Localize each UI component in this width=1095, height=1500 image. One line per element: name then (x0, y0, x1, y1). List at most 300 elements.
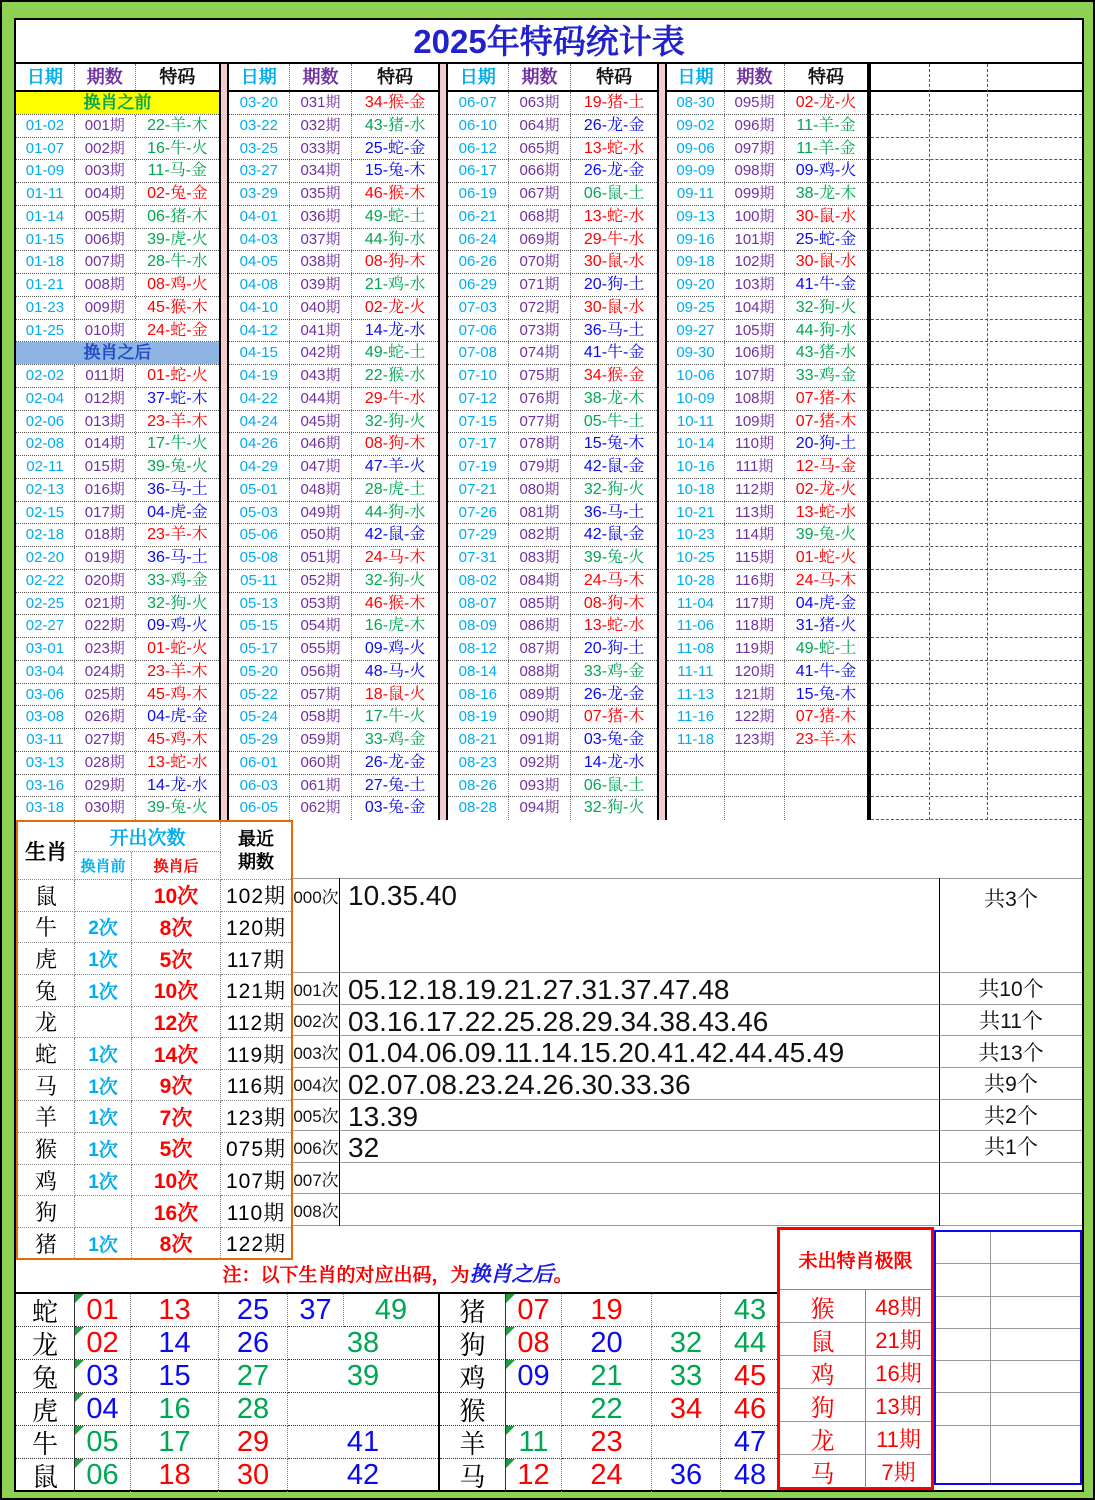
period-cell: 113期 (725, 502, 785, 524)
period-cell: 118期 (725, 615, 785, 637)
main-table-header (448, 64, 657, 92)
date-cell: 05-06 (229, 524, 290, 546)
date-cell: 10-09 (667, 388, 725, 410)
date-cell: 09-18 (667, 251, 725, 273)
empty-grid-row (871, 752, 1082, 775)
period-cell: 098期 (725, 160, 785, 182)
empty-grid-row (871, 365, 1082, 388)
freq-label: 001次 (293, 973, 339, 1005)
code-cell: 07-猪-木 (795, 389, 857, 407)
code-cell: 21-鸡-水 (364, 276, 426, 293)
date-cell: 04-01 (229, 206, 290, 228)
period-cell: 026期 (75, 706, 136, 728)
table-row (16, 570, 219, 593)
code-cell: 09-鸡-火 (147, 617, 208, 635)
date-cell: 09-13 (667, 206, 725, 228)
table-row (448, 706, 657, 729)
code-cell: 42-鼠-金 (583, 526, 645, 544)
date-cell: 06-10 (448, 115, 509, 137)
date-cell: 03-04 (16, 661, 75, 683)
date-cell: 02-02 (16, 365, 75, 387)
date-cell: 07-08 (448, 342, 509, 364)
table-row (667, 229, 867, 252)
period-cell: 024期 (75, 661, 136, 683)
date-cell: 06-07 (448, 92, 509, 114)
table-row (448, 251, 657, 274)
stats-after-count: 12次 (132, 1007, 221, 1039)
empty-grid-row (871, 684, 1082, 707)
date-cell: 03-29 (229, 183, 290, 205)
period-cell (725, 775, 785, 797)
period-header: 期数 (290, 64, 353, 90)
phase-label: 换肖之前 (16, 92, 219, 114)
date-cell: 11-13 (667, 684, 725, 706)
code-cell: 48-马-火 (364, 662, 426, 680)
period-cell: 008期 (75, 274, 136, 296)
table-row (448, 570, 657, 593)
period-cell: 090期 (509, 706, 572, 728)
code-header: 特码 (377, 67, 414, 87)
period-cell: 057期 (290, 684, 353, 706)
date-cell: 07-26 (448, 502, 509, 524)
table-row (667, 752, 867, 775)
code-cell: 02-龙-火 (795, 480, 857, 498)
empty-grid-row (871, 456, 1082, 479)
blue-box-row (936, 1329, 1080, 1361)
table-row (448, 638, 657, 661)
date-cell: 02-04 (16, 388, 75, 410)
main-table (16, 64, 1082, 820)
table-row (16, 593, 219, 616)
date-cell: 07-03 (448, 297, 509, 319)
empty-grid-row (871, 706, 1082, 729)
code-cell: 24-马-木 (583, 571, 645, 589)
code-cell (785, 775, 867, 797)
code-cell: 19-猪-土 (583, 94, 645, 111)
stats-recent-period: 120期 (221, 912, 291, 944)
date-cell: 06-03 (229, 775, 290, 797)
period-cell: 081期 (509, 502, 572, 524)
code-cell: 07-猪-木 (795, 412, 857, 430)
code-cell: 03-兔-金 (364, 799, 426, 817)
map-number: 34 (652, 1393, 721, 1426)
map-number: 08 (506, 1327, 562, 1360)
period-cell: 042期 (290, 342, 353, 364)
table-row (16, 502, 219, 525)
table-row (448, 388, 657, 411)
date-cell: 03-27 (229, 160, 290, 182)
code-cell: 11-羊-金 (796, 139, 856, 157)
stats-zodiac: 兔 (18, 975, 75, 1007)
period-cell: 086期 (509, 615, 572, 637)
period-cell: 015期 (75, 456, 136, 478)
table-row (448, 115, 657, 138)
map-zodiac: 蛇 (16, 1294, 75, 1327)
period-cell: 114期 (725, 524, 785, 546)
map-number: 04 (75, 1393, 131, 1426)
map-zodiac: 兔 (16, 1360, 75, 1393)
code-cell: 36-马-土 (583, 321, 645, 339)
period-cell: 062期 (290, 797, 353, 820)
period-cell: 095期 (725, 92, 785, 114)
map-number: 49 (344, 1294, 438, 1327)
stats-after-count: 10次 (132, 880, 221, 912)
code-cell: 15-兔-木 (795, 685, 857, 703)
date-cell: 04-10 (229, 297, 290, 319)
date-cell: 08-30 (667, 92, 725, 114)
period-cell: 056期 (290, 661, 353, 683)
table-row (667, 479, 867, 502)
period-cell: 052期 (290, 570, 353, 592)
freq-label: 003次 (293, 1036, 339, 1068)
map-number: 23 (562, 1426, 652, 1459)
code-cell: 13-蛇-水 (583, 617, 645, 635)
period-cell: 027期 (75, 729, 136, 751)
code-cell: 18-鼠-火 (364, 685, 426, 703)
empty-grid-row (871, 775, 1082, 798)
pink-separator (659, 64, 666, 820)
code-cell: 11-马-金 (147, 162, 207, 180)
date-cell: 10-23 (667, 524, 725, 546)
code-cell: 23-羊-木 (147, 662, 208, 680)
date-cell: 05-17 (229, 638, 290, 660)
date-header: 日期 (229, 64, 290, 90)
period-cell: 036期 (290, 206, 353, 228)
date-cell: 11-04 (667, 593, 725, 615)
frequency-numbers (339, 878, 939, 1226)
code-cell: 07-猪-木 (583, 708, 645, 726)
period-cell: 106期 (725, 342, 785, 364)
date-cell: 06-12 (448, 138, 509, 160)
table-row (229, 320, 438, 343)
stats-after-count: 5次 (132, 1133, 221, 1165)
period-cell: 091期 (509, 729, 572, 751)
code-cell: 17-牛-火 (364, 708, 426, 726)
blue-box (934, 1230, 1082, 1485)
stats-table (16, 820, 293, 1260)
period-cell: 046期 (290, 433, 353, 455)
limits-zodiac: 猴 (780, 1290, 866, 1322)
frequency-labels (293, 878, 339, 1226)
empty-grid-divider (929, 64, 930, 820)
code-cell: 13-蛇-水 (583, 207, 645, 225)
map-zodiac: 羊 (440, 1426, 506, 1459)
period-cell: 025期 (75, 684, 136, 706)
date-cell: 09-30 (667, 342, 725, 364)
code-cell: 22-猴-水 (364, 367, 426, 384)
limits-period: 21期 (875, 1327, 922, 1353)
date-cell: 07-21 (448, 479, 509, 501)
stats-zodiac: 鸡 (18, 1165, 75, 1197)
period-cell: 013期 (75, 411, 136, 433)
code-cell: 49-蛇-土 (795, 640, 857, 657)
code-cell: 30-鼠-水 (583, 298, 645, 316)
limits-zodiac: 狗 (780, 1389, 866, 1421)
period-cell: 122期 (725, 706, 785, 728)
empty-grid-row (871, 229, 1082, 252)
stats-before-count (75, 1007, 132, 1039)
stats-zodiac: 羊 (18, 1101, 75, 1133)
date-cell: 07-10 (448, 365, 509, 387)
table-row (229, 570, 438, 593)
period-cell: 047期 (290, 456, 353, 478)
stats-after-count: 16次 (132, 1196, 221, 1228)
code-header: 特码 (596, 67, 633, 87)
code-cell: 23-羊-木 (795, 731, 857, 748)
date-cell: 01-02 (16, 115, 75, 137)
date-cell: 03-20 (229, 92, 290, 114)
date-cell: 10-11 (667, 411, 725, 433)
date-header: 日期 (448, 64, 509, 90)
date-cell: 09-27 (667, 320, 725, 342)
table-row (667, 251, 867, 274)
date-cell: 09-20 (667, 274, 725, 296)
map-number: 15 (131, 1360, 219, 1393)
period-cell: 096期 (725, 115, 785, 137)
stats-after-count: 9次 (132, 1070, 221, 1102)
period-cell: 004期 (75, 183, 136, 205)
table-row (667, 456, 867, 479)
table-row (448, 365, 657, 388)
period-cell: 121期 (725, 684, 785, 706)
blue-box-row (936, 1232, 1080, 1264)
table-row (229, 342, 438, 365)
code-cell: 02-龙-火 (364, 298, 426, 316)
code-cell: 09-鸡-火 (364, 640, 426, 657)
date-cell: 05-22 (229, 684, 290, 706)
stats-after-count: 10次 (132, 975, 221, 1007)
code-cell: 39-兔-火 (147, 458, 208, 475)
date-cell: 08-14 (448, 661, 509, 683)
freq-count: 共1个 (940, 1131, 1082, 1163)
code-cell: 32-狗-火 (583, 799, 645, 817)
table-row (16, 183, 219, 206)
empty-grid-row (871, 570, 1082, 593)
date-cell: 10-18 (667, 479, 725, 501)
table-row (16, 365, 219, 388)
recent-line1: 最近 (238, 829, 274, 849)
table-row (667, 342, 867, 365)
date-cell: 03-11 (16, 729, 75, 751)
main-table-header (667, 64, 867, 92)
map-number: 28 (219, 1393, 288, 1426)
code-cell: 38-龙-木 (795, 185, 857, 202)
period-cell: 074期 (509, 342, 572, 364)
code-cell: 28-牛-水 (147, 253, 208, 271)
period-header: 期数 (725, 64, 785, 90)
map-number: 07 (506, 1294, 562, 1327)
code-cell: 30-鼠-水 (583, 253, 645, 271)
map-zodiac: 马 (440, 1459, 506, 1492)
code-cell: 01-蛇-火 (147, 367, 208, 384)
table-row (448, 661, 657, 684)
code-cell: 24-马-木 (364, 549, 426, 566)
table-row (448, 411, 657, 434)
period-cell: 100期 (725, 206, 785, 228)
date-cell: 07-06 (448, 320, 509, 342)
code-cell: 30-鼠-水 (795, 207, 857, 225)
stats-recent-period: 107期 (221, 1165, 291, 1197)
date-header: 日期 (16, 64, 75, 90)
code-cell: 46-猴-木 (364, 185, 426, 202)
table-row (448, 593, 657, 616)
date-cell: 09-25 (667, 297, 725, 319)
date-cell: 03-13 (16, 752, 75, 774)
map-zodiac: 虎 (16, 1393, 75, 1426)
date-cell: 11-11 (667, 661, 725, 683)
code-cell: 02-龙-火 (795, 94, 857, 111)
empty-grid-row (871, 502, 1082, 525)
map-number: 24 (562, 1459, 652, 1492)
table-row (229, 388, 438, 411)
date-cell (667, 775, 725, 797)
period-cell: 076期 (509, 388, 572, 410)
map-number: 45 (721, 1360, 779, 1393)
period-header: 期数 (509, 64, 572, 90)
table-row (229, 160, 438, 183)
stats-before-count: 1次 (75, 1101, 132, 1133)
period-cell: 022期 (75, 615, 136, 637)
empty-grid-row (871, 411, 1082, 434)
map-number: 14 (131, 1327, 219, 1360)
code-cell: 43-猪-水 (795, 344, 857, 362)
stats-zodiac: 虎 (18, 943, 75, 975)
code-cell: 15-兔-木 (583, 435, 645, 453)
map-number: 38 (288, 1327, 438, 1360)
phase-label: 换肖之后 (16, 342, 219, 364)
date-cell: 06-19 (448, 183, 509, 205)
date-cell: 01-25 (16, 320, 75, 342)
table-row (229, 502, 438, 525)
date-cell: 01-18 (16, 251, 75, 273)
code-cell: 47-羊-火 (364, 458, 426, 475)
date-cell: 10-25 (667, 547, 725, 569)
period-cell: 049期 (290, 502, 353, 524)
empty-grid-row (871, 797, 1082, 820)
recent-line2: 期数 (238, 851, 274, 872)
code-cell: 16-虎-木 (364, 617, 426, 635)
map-number: 01 (75, 1294, 131, 1327)
freq-label: 002次 (293, 1005, 339, 1037)
table-row (229, 229, 438, 252)
empty-grid-row (871, 115, 1082, 138)
code-cell: 15-兔-木 (364, 162, 426, 180)
table-row (16, 388, 219, 411)
code-cell: 03-兔-金 (583, 731, 645, 748)
map-number: 06 (75, 1459, 131, 1492)
empty-grid-row (871, 274, 1082, 297)
map-number: 25 (219, 1294, 288, 1327)
map-number: 26 (219, 1327, 288, 1360)
date-cell: 02-20 (16, 547, 75, 569)
code-cell: 32-狗-火 (795, 298, 857, 316)
code-cell: 22-羊-木 (147, 116, 208, 134)
stats-before-count (75, 1196, 132, 1228)
map-number: 13 (131, 1294, 219, 1327)
table-row (229, 433, 438, 456)
table-row (448, 160, 657, 183)
blue-box-row (936, 1393, 1080, 1425)
table-row (667, 297, 867, 320)
date-cell: 05-20 (229, 661, 290, 683)
period-cell: 105期 (725, 320, 785, 342)
stats-recent-period: 122期 (221, 1228, 291, 1260)
table-row (229, 274, 438, 297)
code-cell: 44-狗-水 (795, 321, 857, 339)
stats-after-count: 8次 (132, 1228, 221, 1260)
period-cell: 058期 (290, 706, 353, 728)
period-cell: 093期 (509, 775, 572, 797)
table-row (448, 752, 657, 775)
date-cell: 10-16 (667, 456, 725, 478)
stats-header-recent (221, 822, 291, 880)
period-cell: 067期 (509, 183, 572, 205)
date-cell: 07-19 (448, 456, 509, 478)
table-row (448, 92, 657, 115)
table-row (448, 297, 657, 320)
period-cell: 097期 (725, 138, 785, 160)
period-cell: 016期 (75, 479, 136, 501)
period-cell: 044期 (290, 388, 353, 410)
stats-zodiac: 马 (18, 1070, 75, 1102)
code-cell: 06-鼠-土 (583, 185, 645, 202)
period-cell: 102期 (725, 251, 785, 273)
table-row (667, 797, 867, 820)
map-number: 33 (652, 1360, 721, 1393)
period-cell: 066期 (509, 160, 572, 182)
period-cell: 037期 (290, 229, 353, 251)
map-number: 20 (562, 1327, 652, 1360)
empty-grid-row (871, 524, 1082, 547)
map-number: 47 (721, 1426, 779, 1459)
date-cell: 08-23 (448, 752, 509, 774)
date-cell: 04-24 (229, 411, 290, 433)
empty-grid-row (871, 92, 1082, 115)
zodiac-map-left (16, 1292, 438, 1490)
date-cell: 07-29 (448, 524, 509, 546)
period-cell: 031期 (290, 92, 353, 114)
limits-box (777, 1227, 934, 1490)
map-number: 30 (219, 1459, 288, 1492)
stats-recent-period: 116期 (221, 1070, 291, 1102)
main-table-header (16, 64, 219, 92)
freq-count: 共9个 (940, 1068, 1082, 1100)
period-cell: 111期 (725, 456, 785, 478)
code-cell: 45-鸡-木 (147, 731, 208, 748)
date-cell: 08-12 (448, 638, 509, 660)
period-cell: 045期 (290, 411, 353, 433)
table-row (16, 752, 219, 775)
table-row (667, 775, 867, 798)
stats-recent-period: 102期 (221, 880, 291, 912)
table-row (16, 274, 219, 297)
code-cell: 42-鼠-金 (583, 458, 645, 475)
map-number: 42 (346, 1459, 380, 1491)
date-cell: 04-26 (229, 433, 290, 455)
stats-zodiac: 龙 (18, 1007, 75, 1039)
table-row (448, 320, 657, 343)
period-cell: 028期 (75, 752, 136, 774)
stats-before-count: 1次 (75, 1165, 132, 1197)
code-cell: 44-狗-水 (364, 503, 426, 521)
code-cell: 16-牛-火 (147, 139, 208, 157)
code-cell: 29-牛-水 (583, 230, 645, 248)
period-cell: 003期 (75, 160, 136, 182)
date-cell: 01-14 (16, 206, 75, 228)
table-row (229, 456, 438, 479)
date-cell: 08-16 (448, 684, 509, 706)
code-cell: 08-狗-木 (364, 253, 426, 271)
